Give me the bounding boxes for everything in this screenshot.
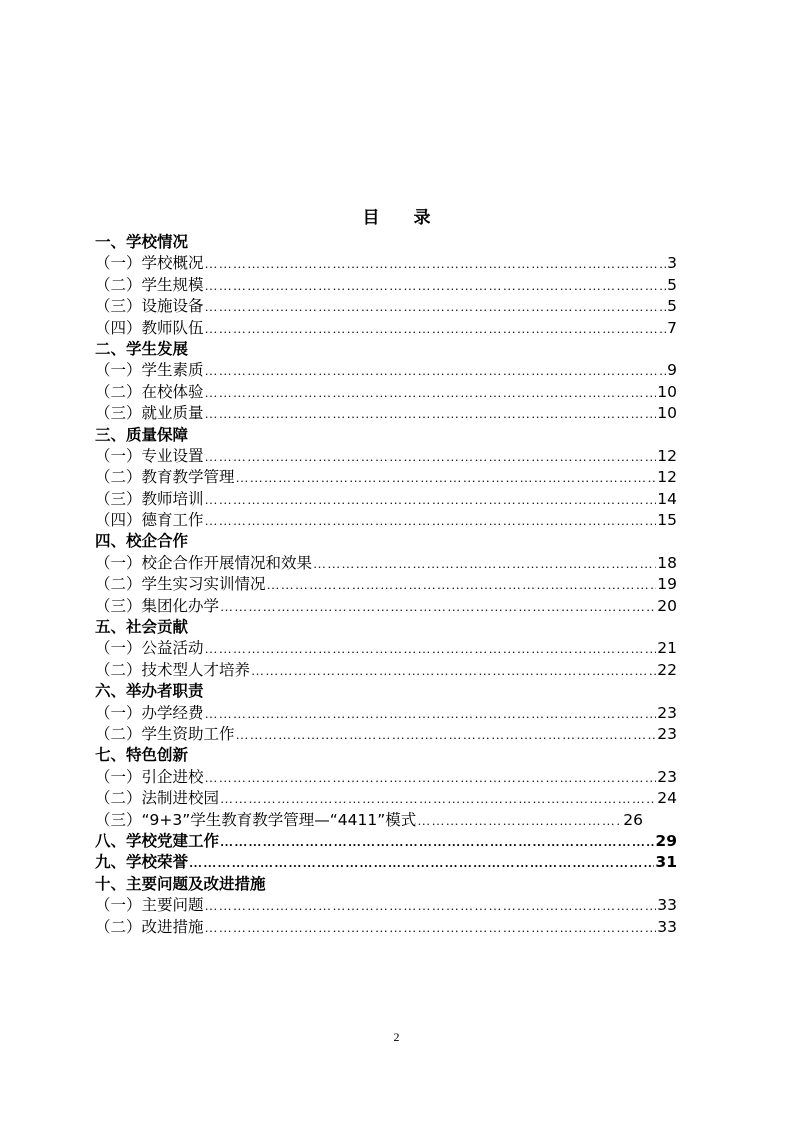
toc-entry-label: （一）学生素质 (95, 361, 204, 380)
toc-entry[interactable] (95, 724, 677, 745)
toc-entry[interactable] (95, 467, 677, 488)
toc-entry-label: 六、举办者职责 (95, 682, 204, 701)
toc-entry-label: （三）就业质量 (95, 404, 204, 423)
toc-entry-label: （一）引企进校 (95, 767, 204, 786)
toc-entry-page: 5 (667, 275, 677, 294)
toc-entry-label: （三）设施设备 (95, 297, 204, 316)
toc-entry-label: 二、学生发展 (95, 339, 189, 358)
toc-entry-label: （二）学生实习实训情况 (95, 575, 266, 594)
page-number: 2 (393, 1030, 400, 1044)
toc-entry-page: 20 (657, 596, 677, 615)
toc-entry-label: 七、特色创新 (95, 746, 189, 765)
toc-entry-page: 10 (657, 404, 677, 423)
toc-entry-page: 31 (655, 853, 677, 872)
toc-entry-label: （二）技术型人才培养 (95, 660, 251, 679)
dot-leader (205, 489, 657, 510)
dot-leader (251, 660, 656, 681)
dot-leader (205, 917, 657, 938)
toc-entry[interactable] (95, 681, 677, 702)
toc-entry-page: 29 (655, 831, 677, 850)
toc-entry[interactable] (95, 831, 677, 852)
toc-entry-label: （三）“9+3”学生教育教学管理—“4411”模式 (95, 810, 417, 829)
toc-entry-label: 三、质量保障 (95, 425, 189, 444)
dot-leader (313, 553, 656, 574)
dot-leader (205, 703, 657, 724)
toc-entry-page: 22 (657, 660, 677, 679)
toc-entry-page: 7 (667, 318, 677, 337)
dot-leader (205, 510, 657, 531)
toc-entry-label: （二）法制进校园 (95, 789, 220, 808)
toc-entry-label: （三）教师培训 (95, 489, 204, 508)
toc-entry-label: （四）德育工作 (95, 511, 204, 530)
toc-entry-label: （一）公益活动 (95, 639, 204, 658)
toc-entry-label: 八、学校党建工作 (95, 831, 220, 850)
toc-entry[interactable] (95, 425, 677, 446)
toc-entry-label: （一）办学经费 (95, 703, 204, 722)
toc-entry[interactable] (95, 510, 677, 531)
toc-entry-page: 33 (657, 896, 677, 915)
dot-leader (236, 467, 657, 488)
toc-entry-label: 九、学校荣誉 (95, 853, 189, 872)
dot-leader (220, 596, 656, 617)
toc-entry[interactable] (95, 489, 677, 510)
toc-entry-page: 23 (657, 724, 677, 743)
dot-leader (205, 296, 667, 317)
toc-entry-page: 23 (657, 767, 677, 786)
toc-entry[interactable] (95, 318, 677, 339)
dot-leader (236, 724, 657, 745)
dot-leader (205, 895, 657, 916)
toc-entry-page: 12 (657, 446, 677, 465)
toc-entry[interactable] (95, 810, 643, 831)
dot-leader (220, 831, 654, 852)
dot-leader (205, 275, 667, 296)
toc-entry[interactable] (95, 574, 677, 595)
toc-entry-page: 5 (667, 297, 677, 316)
toc-entry-page: 26 (623, 810, 643, 829)
toc-entry[interactable] (95, 617, 677, 638)
toc-entry-page: 10 (657, 382, 677, 401)
toc-entry-label: 四、校企合作 (95, 532, 189, 551)
toc-entry[interactable] (95, 296, 677, 317)
toc-entry-page: 14 (657, 489, 677, 508)
toc-entry[interactable] (95, 703, 677, 724)
dot-leader (189, 852, 654, 873)
toc-entry-label: （一）主要问题 (95, 896, 204, 915)
toc-entry[interactable] (95, 660, 677, 681)
toc-entry-page: 33 (657, 917, 677, 936)
toc-entry-label: 十、主要问题及改进措施 (95, 874, 266, 893)
toc-entry-label: （一）学校概况 (95, 254, 204, 273)
toc-entry[interactable] (95, 253, 677, 274)
toc-entry[interactable] (95, 531, 677, 552)
dot-leader (205, 253, 667, 274)
dot-leader (205, 638, 657, 659)
toc-entry-label: （二）教育教学管理 (95, 468, 235, 487)
toc-entry-page: 18 (657, 553, 677, 572)
toc-entry[interactable] (95, 788, 677, 809)
toc-entry-label: （二）改进措施 (95, 917, 204, 936)
toc-entry-label: （二）在校体验 (95, 382, 204, 401)
toc-entry[interactable] (95, 874, 677, 895)
dot-leader (205, 318, 667, 339)
toc-title: 目 录 (362, 208, 445, 228)
toc-entry[interactable] (95, 360, 677, 381)
toc-entry-page: 9 (667, 361, 677, 380)
dot-leader (205, 360, 667, 381)
toc-entry-page: 24 (657, 789, 677, 808)
toc-entry[interactable] (95, 852, 677, 873)
toc-entry-label: （二）学生资助工作 (95, 724, 235, 743)
dot-leader (220, 788, 656, 809)
toc-entry[interactable] (95, 895, 677, 916)
toc-entry-page: 19 (657, 575, 677, 594)
toc-entry[interactable] (95, 403, 677, 424)
toc-entry-page: 23 (657, 703, 677, 722)
dot-leader (205, 767, 657, 788)
toc-entry[interactable] (95, 275, 677, 296)
dot-leader (417, 810, 622, 831)
toc-entry-page: 12 (657, 468, 677, 487)
dot-leader (267, 574, 657, 595)
toc-entry-page: 21 (657, 639, 677, 658)
toc-entry[interactable] (95, 596, 677, 617)
toc-entry[interactable] (95, 745, 677, 766)
toc-entry[interactable] (95, 917, 677, 938)
toc-entry-label: （四）教师队伍 (95, 318, 204, 337)
toc-entry[interactable] (95, 638, 677, 659)
toc-entry-label: 一、学校情况 (95, 233, 189, 251)
toc-entry[interactable] (95, 382, 677, 403)
toc-entry-page: 3 (667, 254, 677, 273)
toc-entry[interactable] (95, 767, 677, 788)
toc-entry[interactable] (95, 339, 677, 360)
dot-leader (205, 403, 657, 424)
table-of-contents (95, 232, 677, 938)
toc-entry-label: （一）专业设置 (95, 446, 204, 465)
toc-entry-label: （二）学生规模 (95, 275, 204, 294)
dot-leader (205, 446, 657, 467)
toc-entry[interactable] (95, 232, 677, 253)
dot-leader (205, 382, 657, 403)
toc-entry-label: （三）集团化办学 (95, 596, 220, 615)
toc-entry-label: 五、社会贡献 (95, 618, 189, 637)
toc-entry[interactable] (95, 446, 677, 467)
toc-entry-label: （一）校企合作开展情况和效果 (95, 553, 313, 572)
toc-entry[interactable] (95, 553, 677, 574)
toc-entry-page: 15 (657, 511, 677, 530)
